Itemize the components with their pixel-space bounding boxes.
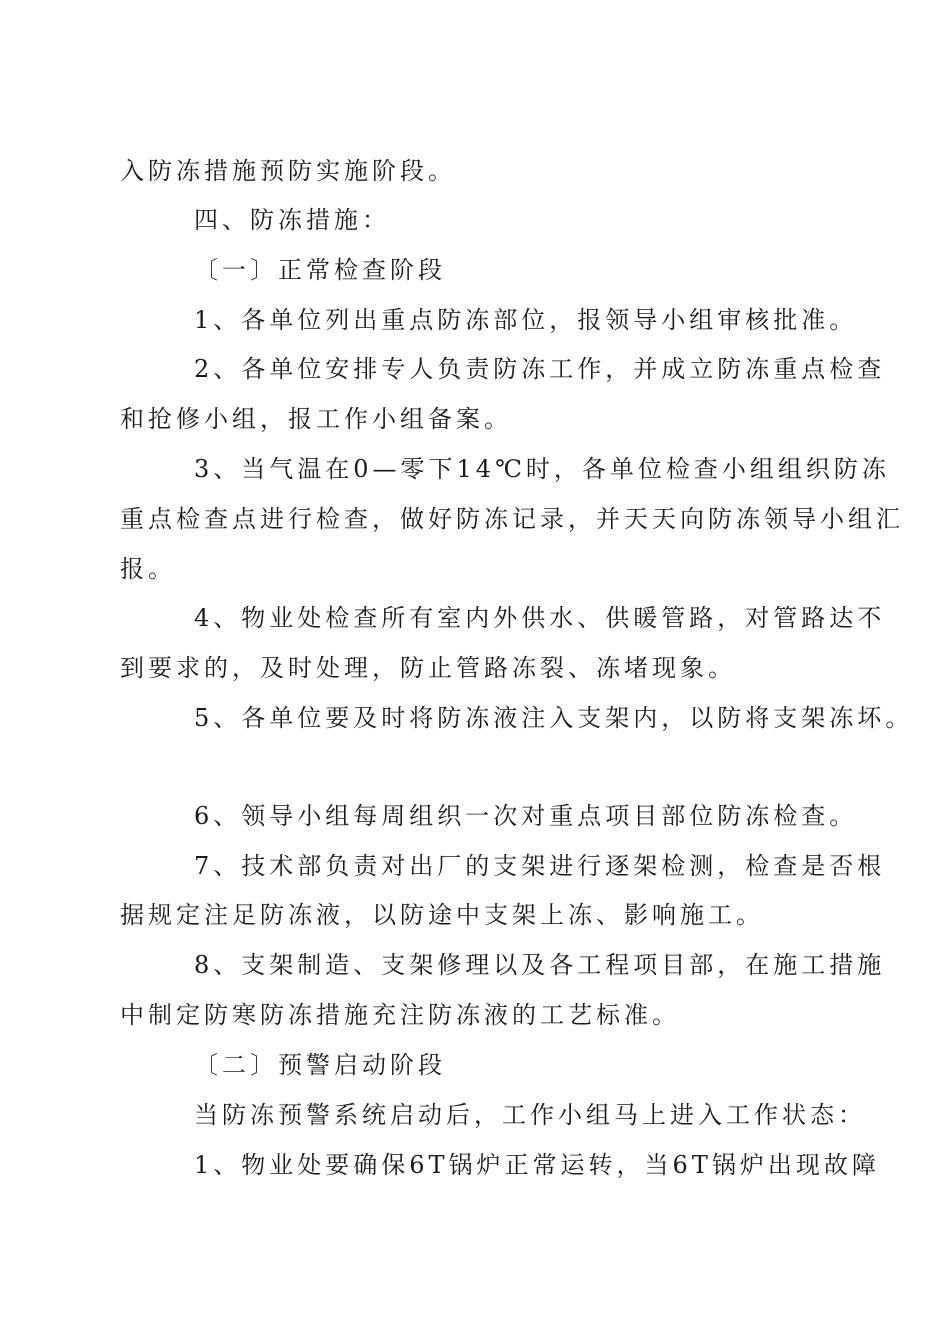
section-heading: 四、防冻措施：: [194, 206, 390, 234]
text-line: 2、各单位安排专人负责防冻工作，并成立防冻重点检查: [194, 355, 886, 383]
text-line: 重点检查点进行检查，做好防冻记录，并天天向防冻领导小组汇: [120, 505, 904, 533]
text-line: 中制定防寒防冻措施充注防冻液的工艺标准。: [120, 1001, 680, 1029]
text-line: 3、当气温在0—零下14℃时，各单位检查小组组织防冻: [194, 455, 890, 483]
subsection-heading: 〔二〕预警启动阶段: [194, 1051, 446, 1079]
text-line: 据规定注足防冻液，以防途中支架上冻、影响施工。: [120, 901, 764, 929]
text-line: 7、技术部负责对出厂的支架进行逐架检测，检查是否根: [194, 852, 886, 880]
text-line: 入防冻措施预防实施阶段。: [120, 157, 456, 185]
text-line: 5、各单位要及时将防冻液注入支架内，以防将支架冻坏。: [194, 704, 914, 732]
text-line: 1、各单位列出重点防冻部位，报领导小组审核批准。: [194, 306, 858, 334]
text-line: 和抢修小组，报工作小组备案。: [120, 405, 512, 433]
text-line: 8、支架制造、支架修理以及各工程项目部，在施工措施: [194, 951, 886, 979]
text-line: 到要求的，及时处理，防止管路冻裂、冻堵现象。: [120, 654, 736, 682]
subsection-heading: 〔一〕正常检查阶段: [194, 256, 446, 284]
text-line: 报。: [120, 555, 176, 583]
text-line: 4、物业处检查所有室内外供水、供暖管路，对管路达不: [194, 604, 886, 632]
text-line: 当防冻预警系统启动后，工作小组马上进入工作状态：: [194, 1101, 866, 1129]
text-line: 1、物业处要确保6T锅炉正常运转，当6T锅炉出现故障: [194, 1151, 880, 1179]
text-line: 6、领导小组每周组织一次对重点项目部位防冻检查。: [194, 802, 858, 830]
